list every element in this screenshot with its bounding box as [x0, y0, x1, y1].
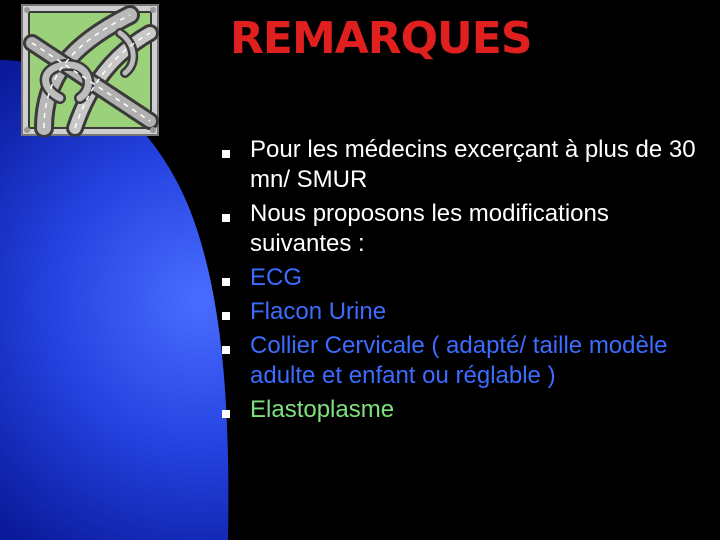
bullet-text: Collier Cervicale ( adapté/ taille modèle adulte et enfant ou réglable ): [250, 332, 668, 389]
bullet-text: Pour les médecins excerçant à plus de 30 mn/ SMUR: [250, 136, 696, 193]
slide-title: REMARQUES: [230, 13, 532, 64]
bullet-text: Elastoplasme: [250, 396, 395, 423]
bullet-list: [222, 135, 702, 429]
bullet-item: [222, 199, 702, 259]
bullet-text: ECG: [250, 264, 303, 291]
highway-interchange-icon: [20, 3, 160, 137]
bullet-text: Nous proposons les modifications suivantes :: [250, 200, 609, 257]
bullet-item: [222, 135, 702, 195]
square-bullet-icon: [222, 410, 230, 418]
bullet-text: Flacon Urine: [250, 298, 387, 325]
square-bullet-icon: [222, 150, 230, 158]
square-bullet-icon: [222, 346, 230, 354]
bullet-item: [222, 263, 702, 293]
bullet-item: [222, 395, 702, 425]
bullet-item: [222, 331, 702, 391]
square-bullet-icon: [222, 312, 230, 320]
square-bullet-icon: [222, 278, 230, 286]
square-bullet-icon: [222, 214, 230, 222]
bullet-item: [222, 297, 702, 327]
